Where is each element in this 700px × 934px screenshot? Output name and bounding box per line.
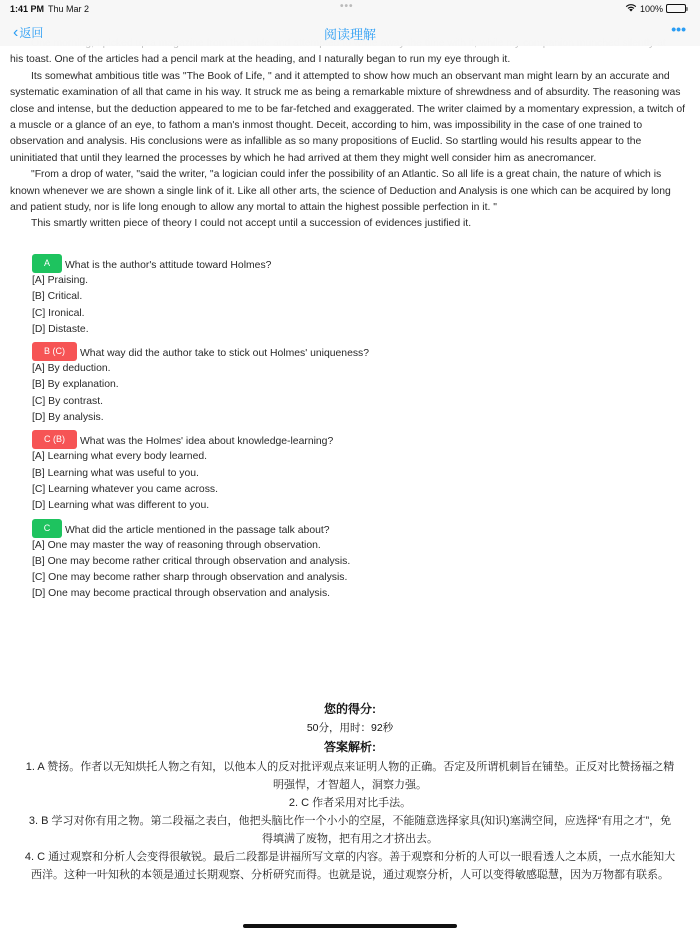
battery-percent: 100%	[639, 3, 663, 14]
answer-badge-wrong: B (C)	[32, 342, 77, 361]
option-c: [C] One may become rather sharp through observation and analysis.	[32, 572, 348, 584]
analysis-heading: 答案解析:	[324, 740, 376, 754]
question-4	[32, 515, 672, 603]
option-d: [D] By analysis.	[32, 412, 104, 424]
option-d: [D] Learning what was different to you.	[32, 500, 210, 512]
option-b: [B] One may become rather critical through observation and analysis.	[32, 555, 351, 567]
answer-badge-correct: A	[32, 254, 62, 273]
score-value: 50分，用时：92秒	[306, 722, 394, 734]
question-list	[32, 250, 672, 603]
question-2	[32, 338, 672, 426]
more-button[interactable]: •••	[671, 21, 686, 37]
option-a: [A] Learning what every body learned.	[32, 451, 208, 463]
answer-badge-wrong: C (B)	[32, 430, 77, 449]
option-d: [D] One may become practical through observation and analysis.	[32, 588, 331, 600]
passage-paragraph: Its somewhat ambitious title was "The Book of Life, " and it attempted to show how much an observant man might learn by an accurate and systematic examination of all that came in his way. It struck me as being a remarkable mixture of shrewdness and of absurdity. The reasoning was close and intense, but the deduction appeared to me to be far-fetched and exaggerated. The writer claimed by a momentary expression, a twitch of a muscle or a glance of an eye, to fathom a man's inmost thought. Deceit, according to him, was impossibility in the case of one trained to observation and analysis. His conclusions were as infallible as so many propositions of Euclid. So startling would his results appear to the uninitiated that until they learned the processes by which he had arrived at them they might well consider him as anecromancer.	[10, 70, 686, 164]
score-summary	[0, 700, 700, 757]
status-bar	[0, 0, 700, 18]
analysis-item: 4. C 通过观察和分析人会变得很敏锐。最后二段都是讲福所写文章的内容。善于观察和分析的人可以一眼看透人之本质，一点水能知大西洋。这种一叶知秋的本领是通过长期观察、分析研究而得。也就是说，通过观察分析，人可以变得敏感聪慧，因为万物都有联系。	[24, 851, 676, 881]
question-text: What was the Holmes' idea about knowledge-learning?	[80, 436, 334, 448]
passage-paragraph: his toast. One of the articles had a pencil mark at the heading, and I naturally began to run my eye through it.	[10, 54, 511, 66]
reading-passage	[10, 36, 690, 233]
status-date: Thu Mar 2	[48, 4, 90, 14]
question-text: What did the article mentioned in the passage talk about?	[65, 524, 330, 536]
battery-icon	[666, 4, 686, 13]
passage-paragraph: "From a drop of water, "said the writer, "a logician could infer the possibility of an Atlantic. So all life is a great chain, the nature of which is known whenever we are shown a single link of it. Like all other arts, the science of Deduction and Analysis is one which can be acquired by long and patient study, nor is life long enough to allow any mortal to attain the highest possible perfection in it. "	[10, 169, 671, 214]
passage-paragraph: This smartly written piece of theory I could not accept until a succession of evidences justified it.	[31, 218, 472, 230]
answer-analysis	[24, 758, 676, 884]
option-b: [B] Critical.	[32, 291, 83, 303]
chevron-left-icon: ‹	[13, 23, 19, 41]
question-1	[32, 250, 672, 338]
option-b: [B] By explanation.	[32, 379, 119, 391]
back-label: 返回	[19, 26, 44, 40]
option-a: [A] Praising.	[32, 275, 89, 286]
analysis-item: 1. A 赞扬。作者以无知烘托人物之有知，以他本人的反对批评观点来证明人物的正确。否定及所谓机刺旨在铺垫。正反对比赞扬福之精明强悍，才智超人，洞察力强。	[25, 761, 675, 791]
status-time: 1:41 PM	[10, 4, 45, 14]
page-title: 阅读理解	[323, 27, 376, 42]
navigation-bar	[0, 18, 700, 46]
question-text: What way did the author take to stick out Holmes' uniqueness?	[80, 348, 370, 360]
answer-badge-correct: C	[32, 519, 62, 538]
home-indicator[interactable]	[243, 924, 457, 928]
option-a: [A] One may master the way of reasoning through observation.	[32, 539, 321, 551]
option-c: [C] By contrast.	[32, 395, 104, 407]
multitask-dots-icon[interactable]: •••	[340, 1, 354, 12]
option-c: [C] Ironical.	[32, 307, 85, 319]
analysis-item: 3. B 学习对你有用之物。第二段福之表白，他把头脑比作一个小小的空屋，不能随意选择家具(知识)塞满空间，应选择“有用之才”，免得填满了废物，把有用之才挤出去。	[28, 815, 672, 845]
option-d: [D] Distaste.	[32, 323, 89, 335]
wifi-icon	[625, 3, 637, 14]
option-a: [A] By deduction.	[32, 363, 111, 375]
score-heading: 您的得分:	[324, 702, 376, 716]
option-b: [B] Learning what was useful to you.	[32, 467, 199, 479]
question-3	[32, 426, 672, 514]
option-c: [C] Learning whatever you came across.	[32, 483, 218, 495]
analysis-item: 2. C 作者采用对比手法。	[288, 797, 412, 809]
status-right	[625, 3, 686, 14]
question-text: What is the author's attitude toward Holmes?	[65, 260, 272, 271]
